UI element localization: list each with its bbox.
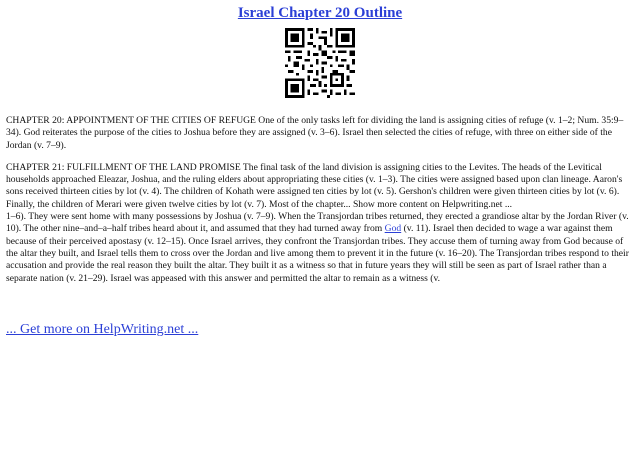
paragraph-text: 1–6). They were sent home with many possessions by Joshua (v. 7–9). When the Transjordan tribes returned, they erected a grandiose altar by the Jordan River (v. 10). The other nine–and–a–half tribes heard about it, and assumed that they had turned away from [6,211,629,235]
article-body [6,115,632,285]
paragraph-text: (v. 11). Israel then decided to wage a war against them because of their perceived apostasy (v. 12–15). Once Israel arrives, they confront the Transjordan tribes. They accuse them of turning away from God because of the altar they built, and Israel tells them to cross over the Jordan and live among them to prevent it in the future (v. 16–20). The Transjordan tribes respond to their accusation and provide the real reason they built the altar. They built it as a witness so that in future years they will still be seen as part of Israel rather than a separate nation (v. 21–29). Israel was appeased with this answer and permitted the altar to remain as a witness (v. [6,223,629,284]
paragraph-chapter-21: CHAPTER 21: FULFILLMENT OF THE LAND PROMISE The final task of the land division is assigning cities to the Levites. The heads of the Levitical households approached Eleazar, Joshua, and the ruling elders about appropriating these cities (v. 1–3). The cities were assigned based upon clan lineage. Aaron's sons received thirteen cities by lot (v. 4). The children of Kohath were assigned ten cities by lot (v. 5). Gershon's children were given thirteen cities by lot (v. 6). Finally, the children of Merari were given twelve cities by lot (v. 7). Most of the chapter... Show more content on Helpwriting.net ... [6,161,623,210]
qr-code-icon [285,28,355,98]
get-more-link[interactable]: ... Get more on HelpWriting.net ... [6,322,199,337]
title-link[interactable]: Israel Chapter 20 Outline [237,5,403,21]
god-link[interactable]: God [384,223,402,235]
paragraph-gap [6,152,632,162]
paragraph-chapter-22 [6,211,632,285]
paragraph-chapter-20: CHAPTER 20: APPOINTMENT OF THE CITIES OF REFUGE One of the only tasks left for dividing the land is assigning cities of refuge (v. 1–2; Num. 35:9–34). God reiterates the purpose of the cities to Joshua before they are assigned (v. 3–6). Israel then selected the cities of refuge, with three on either side of the Jordan (v. 7–9). [6,115,624,151]
more-content-container [6,322,198,338]
page-title [0,5,640,22]
